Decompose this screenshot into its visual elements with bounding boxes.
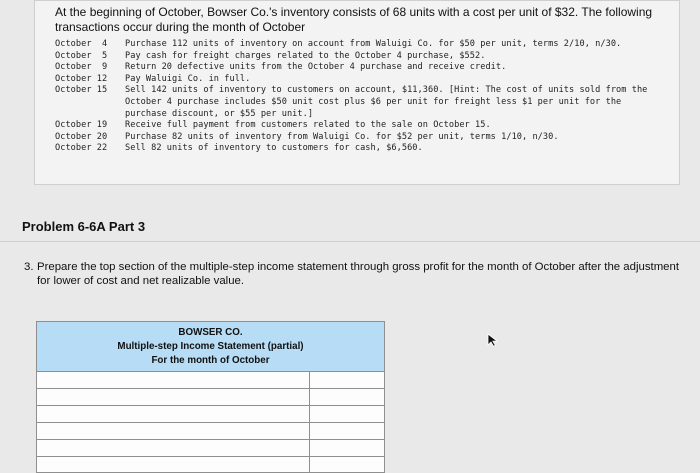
statement-row	[37, 388, 384, 405]
statement-header	[37, 321, 384, 371]
question-number: 3.	[24, 261, 34, 273]
statement-description-cell[interactable]	[37, 372, 309, 388]
statement-amount-cell[interactable]	[309, 406, 384, 422]
transaction-text: Purchase 112 units of inventory on account from Waluigi Co. for $50 per unit, terms 2/10, n/30.	[125, 39, 622, 49]
problem-intro: At the beginning of October, Bowser Co.'s inventory consists of 68 units with a cost per unit of $32. The following transactions occur during the month of October	[55, 5, 653, 34]
statement-description-cell[interactable]	[37, 440, 309, 456]
statement-description-cell[interactable]	[37, 389, 309, 405]
statement-period: For the month of October	[151, 355, 270, 366]
transaction-row	[55, 74, 665, 86]
statement-amount-cell[interactable]	[309, 389, 384, 405]
statement-company: BOWSER CO.	[178, 327, 243, 338]
transaction-row	[55, 62, 665, 74]
transaction-text: Sell 142 units of inventory to customers on account, $11,360. [Hint: The cost of units sold from the October 4 purchase includes $50 unit cost plus $6 per unit for freight less $1 per unit for the purchase discount, or $55 per unit.]	[125, 85, 653, 119]
statement-amount-cell[interactable]	[309, 457, 384, 472]
section-divider	[0, 241, 700, 242]
transaction-text: Receive full payment from customers related to the sale on October 15.	[125, 120, 491, 131]
statement-title: Multiple-step Income Statement (partial)	[117, 341, 304, 352]
statement-description-cell[interactable]	[37, 406, 309, 422]
problem-card	[34, 0, 680, 185]
statement-description-cell[interactable]	[37, 423, 309, 439]
transaction-row	[55, 51, 665, 63]
transaction-date: October 12	[55, 73, 108, 84]
statement-amount-cell[interactable]	[309, 423, 384, 439]
transaction-row	[55, 132, 665, 144]
statement-amount-cell[interactable]	[309, 440, 384, 456]
transaction-row	[55, 39, 665, 51]
statement-row	[37, 456, 384, 473]
statement-row	[37, 371, 384, 388]
mouse-pointer-icon	[487, 333, 499, 347]
transaction-text: Return 20 defective units from the October 4 purchase and receive credit.	[125, 62, 507, 73]
transaction-date: October 4	[55, 39, 108, 49]
transaction-row	[55, 85, 665, 120]
transaction-list	[55, 39, 665, 155]
transaction-row	[55, 120, 665, 132]
statement-row	[37, 439, 384, 456]
statement-row	[37, 422, 384, 439]
transaction-date: October 20	[55, 131, 108, 142]
transaction-date: October 9	[55, 62, 108, 73]
question-text: Prepare the top section of the multiple-step income statement through gross profit for the month of October after the adjustment for lower of cost and net realizable value.	[37, 261, 680, 287]
transaction-text: Sell 82 units of inventory to customers for cash, $6,560.	[125, 143, 423, 154]
transaction-text: Pay cash for freight charges related to the October 4 purchase, $552.	[125, 50, 486, 61]
transaction-row	[55, 143, 665, 155]
income-statement-worksheet	[36, 321, 385, 473]
transaction-date: October 5	[55, 50, 108, 61]
transaction-text: Pay Waluigi Co. in full.	[125, 73, 251, 84]
transaction-date: October 19	[55, 120, 108, 131]
transaction-text: Purchase 82 units of inventory from Waluigi Co. for $52 per unit, terms 1/10, n/30.	[125, 131, 559, 142]
statement-row	[37, 405, 384, 422]
statement-description-cell[interactable]	[37, 457, 309, 472]
part-title: Problem 6-6A Part 3	[22, 219, 146, 234]
transaction-date: October 22	[55, 143, 108, 154]
statement-amount-cell[interactable]	[309, 372, 384, 388]
question-prompt	[24, 260, 692, 288]
transaction-date: October 15	[55, 85, 108, 96]
